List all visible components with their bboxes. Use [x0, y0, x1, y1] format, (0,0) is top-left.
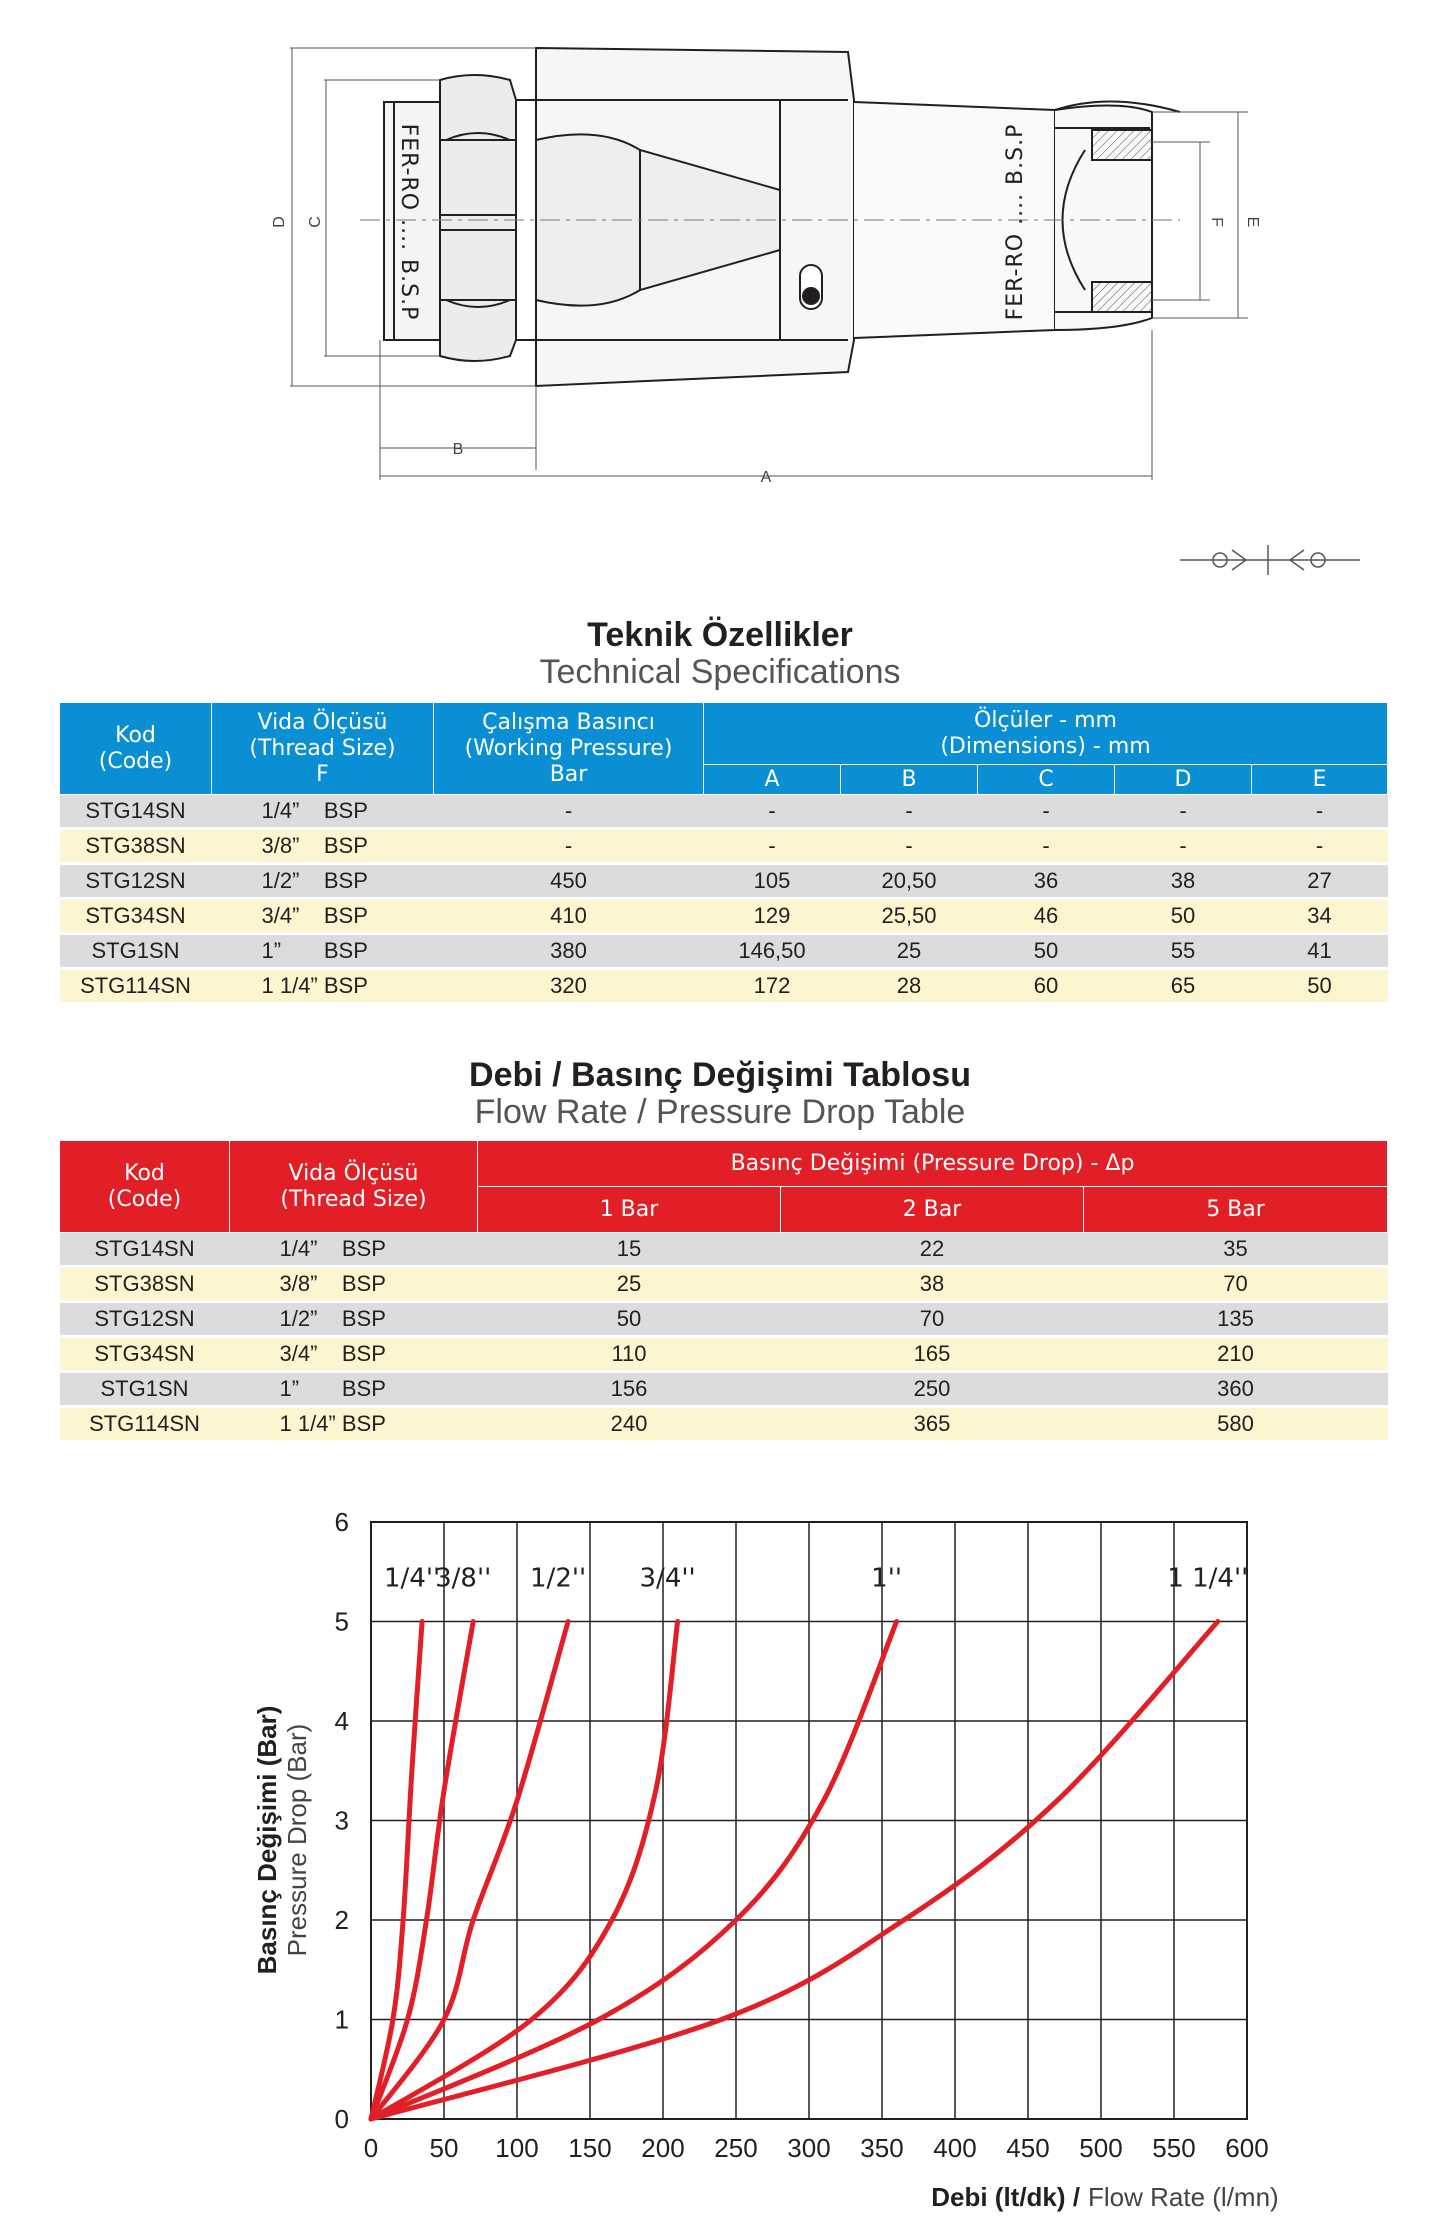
pressure-cell: 450	[434, 864, 704, 899]
code-cell: STG34SN	[60, 1337, 230, 1372]
x-axis-label: Debi (lt/dk) /	[931, 2182, 1080, 2212]
table-row	[60, 969, 1388, 1004]
x-axis-label-en: Flow Rate (l/mn)	[1088, 2182, 1279, 2212]
y-axis-label-en: Pressure Drop (Bar)	[282, 1723, 312, 1957]
tech-header-col-e: E	[1252, 765, 1388, 795]
technical-drawing	[0, 0, 1440, 590]
tech-subtitle: Technical Specifications	[539, 653, 901, 691]
flow-header-1bar: 1 Bar	[478, 1187, 781, 1233]
y-tick-label: 2	[334, 1905, 349, 1935]
pressure-cell: 410	[434, 899, 704, 934]
tech-header-pressure: Çalışma Basıncı (Working Pressure) Bar	[434, 703, 704, 795]
dim-d-label: D	[271, 216, 288, 228]
dim-e-cell: 27	[1252, 864, 1388, 899]
flow-1bar-cell: 50	[478, 1302, 781, 1337]
dim-f-label: F	[1208, 217, 1225, 227]
thread-cell: 3/8” BSP	[212, 829, 434, 864]
flow-5bar-cell: 35	[1084, 1233, 1388, 1267]
thread-cell: 1” BSP	[230, 1372, 478, 1407]
x-tick-label: 150	[568, 2133, 612, 2163]
tech-title: Teknik Özellikler	[587, 616, 853, 654]
table-row	[60, 864, 1388, 899]
code-cell: STG14SN	[60, 795, 212, 829]
dim-d-cell: -	[1115, 795, 1252, 829]
dim-e-cell: 41	[1252, 934, 1388, 969]
thread-cell: 1/2” BSP	[230, 1302, 478, 1337]
table-row	[60, 1233, 1388, 1267]
dim-a-cell: 129	[704, 899, 841, 934]
x-tick-label: 600	[1225, 2133, 1269, 2163]
dim-c-cell: -	[978, 829, 1115, 864]
flow-2bar-cell: 165	[781, 1337, 1084, 1372]
tech-header-col-d: D	[1115, 765, 1252, 795]
dim-a-label: A	[760, 469, 772, 486]
flow-2bar-cell: 22	[781, 1233, 1084, 1267]
thread-cell: 1/4” BSP	[230, 1233, 478, 1267]
dim-a-cell: 172	[704, 969, 841, 1004]
thread-cell: 1/2” BSP	[212, 864, 434, 899]
y-tick-label: 6	[334, 1507, 349, 1537]
tech-header-col-c: C	[978, 765, 1115, 795]
code-cell: STG38SN	[60, 829, 212, 864]
flow-1bar-cell: 240	[478, 1407, 781, 1442]
series-label: 3/8''	[435, 1563, 492, 1594]
pressure-cell: -	[434, 829, 704, 864]
chart-grid	[371, 1522, 1247, 2119]
tech-header-col-a: A	[704, 765, 841, 795]
x-tick-label: 300	[787, 2133, 831, 2163]
flow-5bar-cell: 135	[1084, 1302, 1388, 1337]
table-row	[60, 829, 1388, 864]
code-cell: STG1SN	[60, 1372, 230, 1407]
flow-rate-table	[59, 1140, 1388, 1443]
flow-title: Debi / Basınç Değişimi Tablosu	[469, 1056, 971, 1094]
flow-1bar-cell: 15	[478, 1233, 781, 1267]
dim-d-cell: 55	[1115, 934, 1252, 969]
code-cell: STG14SN	[60, 1233, 230, 1267]
table-row	[60, 1267, 1388, 1302]
flow-5bar-cell: 360	[1084, 1372, 1388, 1407]
flow-2bar-cell: 365	[781, 1407, 1084, 1442]
dim-e-cell: -	[1252, 795, 1388, 829]
code-cell: STG114SN	[60, 969, 212, 1004]
dim-c-cell: 36	[978, 864, 1115, 899]
dim-e-label: E	[1244, 216, 1261, 228]
table-row	[60, 795, 1388, 829]
thread-cell: 3/4” BSP	[212, 899, 434, 934]
pressure-drop-chart	[0, 1480, 1440, 2233]
dim-b-cell: 28	[841, 969, 978, 1004]
x-tick-label: 0	[363, 2133, 379, 2163]
dim-b-label: B	[452, 441, 464, 458]
tech-header-thread: Vida Ölçüsü (Thread Size) F	[212, 703, 434, 795]
flow-2bar-cell: 250	[781, 1372, 1084, 1407]
dim-b-cell: 25	[841, 934, 978, 969]
series-label: 3/4''	[639, 1563, 696, 1594]
dim-c-cell: -	[978, 795, 1115, 829]
x-tick-label: 400	[933, 2133, 977, 2163]
x-tick-label: 550	[1152, 2133, 1196, 2163]
dim-b-cell: 25,50	[841, 899, 978, 934]
series-label: 1/4''	[384, 1563, 441, 1594]
dim-c-label: C	[307, 216, 324, 228]
code-cell: STG114SN	[60, 1407, 230, 1442]
dim-a-cell: 146,50	[704, 934, 841, 969]
code-cell: STG12SN	[60, 1302, 230, 1337]
dim-e-cell: 50	[1252, 969, 1388, 1004]
flow-2bar-cell: 38	[781, 1267, 1084, 1302]
tech-header-col-b: B	[841, 765, 978, 795]
flow-1bar-cell: 156	[478, 1372, 781, 1407]
table-row	[60, 1407, 1388, 1442]
series-label: 1/2''	[530, 1563, 587, 1594]
flow-header-pressure-drop: Basınç Değişimi (Pressure Drop) - Δp	[478, 1141, 1388, 1187]
dim-c-cell: 50	[978, 934, 1115, 969]
tech-header-code: Kod (Code)	[60, 703, 212, 795]
dim-b-cell: 20,50	[841, 864, 978, 899]
flow-subtitle: Flow Rate / Pressure Drop Table	[474, 1093, 966, 1131]
thread-cell: 3/8” BSP	[230, 1267, 478, 1302]
flow-header-code: Kod (Code)	[60, 1141, 230, 1233]
table-row	[60, 1372, 1388, 1407]
x-tick-label: 100	[495, 2133, 539, 2163]
dim-d-cell: 50	[1115, 899, 1252, 934]
flow-header-2bar: 2 Bar	[781, 1187, 1084, 1233]
code-cell: STG38SN	[60, 1267, 230, 1302]
x-tick-label: 200	[641, 2133, 685, 2163]
y-tick-label: 0	[334, 2104, 349, 2134]
pressure-cell: 320	[434, 969, 704, 1004]
tech-header-dimensions: Ölçüler - mm (Dimensions) - mm	[704, 703, 1388, 765]
stamp-left: FER-RO .... B.S.P	[396, 123, 421, 321]
thread-cell: 1” BSP	[212, 934, 434, 969]
thread-cell: 3/4” BSP	[230, 1337, 478, 1372]
flow-1bar-cell: 25	[478, 1267, 781, 1302]
dim-e-cell: 34	[1252, 899, 1388, 934]
y-tick-label: 3	[334, 1805, 349, 1836]
flow-header-thread: Vida Ölçüsü (Thread Size)	[230, 1141, 478, 1233]
table-row	[60, 934, 1388, 969]
dim-c-cell: 46	[978, 899, 1115, 934]
stamp-right: FER-RO .... B.S.P	[1003, 123, 1028, 321]
table-row	[60, 1337, 1388, 1372]
dim-e-cell: -	[1252, 829, 1388, 864]
x-tick-label: 350	[860, 2133, 904, 2163]
series-label: 1''	[871, 1563, 903, 1594]
code-cell: STG34SN	[60, 899, 212, 934]
y-tick-label: 1	[334, 2004, 349, 2035]
x-tick-label: 250	[714, 2133, 758, 2163]
dim-d-cell: -	[1115, 829, 1252, 864]
thread-cell: 1/4” BSP	[212, 795, 434, 829]
coupling-symbol-icon	[1180, 545, 1360, 575]
dim-a-cell: -	[704, 829, 841, 864]
pressure-cell: 380	[434, 934, 704, 969]
thread-cell: 1 1/4” BSP	[230, 1407, 478, 1442]
dim-b-cell: -	[841, 829, 978, 864]
series-label: 1 1/4''	[1167, 1563, 1249, 1594]
tech-spec-table	[59, 702, 1388, 1005]
dim-d-cell: 65	[1115, 969, 1252, 1004]
y-tick-label: 4	[334, 1706, 349, 1736]
flow-5bar-cell: 580	[1084, 1407, 1388, 1442]
dim-a-cell: -	[704, 795, 841, 829]
x-tick-label: 450	[1006, 2133, 1050, 2163]
dim-c-cell: 60	[978, 969, 1115, 1004]
dim-b-cell: -	[841, 795, 978, 829]
y-axis-label: Basınç Değişimi (Bar)	[252, 1705, 282, 1975]
flow-1bar-cell: 110	[478, 1337, 781, 1372]
flow-5bar-cell: 210	[1084, 1337, 1388, 1372]
code-cell: STG1SN	[60, 934, 212, 969]
flow-header-5bar: 5 Bar	[1084, 1187, 1388, 1233]
x-tick-label: 50	[429, 2133, 459, 2163]
dim-a-cell: 105	[704, 864, 841, 899]
flow-5bar-cell: 70	[1084, 1267, 1388, 1302]
thread-cell: 1 1/4” BSP	[212, 969, 434, 1004]
pressure-cell: -	[434, 795, 704, 829]
y-tick-label: 5	[334, 1606, 349, 1637]
dim-d-cell: 38	[1115, 864, 1252, 899]
table-row	[60, 1302, 1388, 1337]
x-tick-label: 500	[1079, 2133, 1123, 2163]
flow-2bar-cell: 70	[781, 1302, 1084, 1337]
code-cell: STG12SN	[60, 864, 212, 899]
table-row	[60, 899, 1388, 934]
